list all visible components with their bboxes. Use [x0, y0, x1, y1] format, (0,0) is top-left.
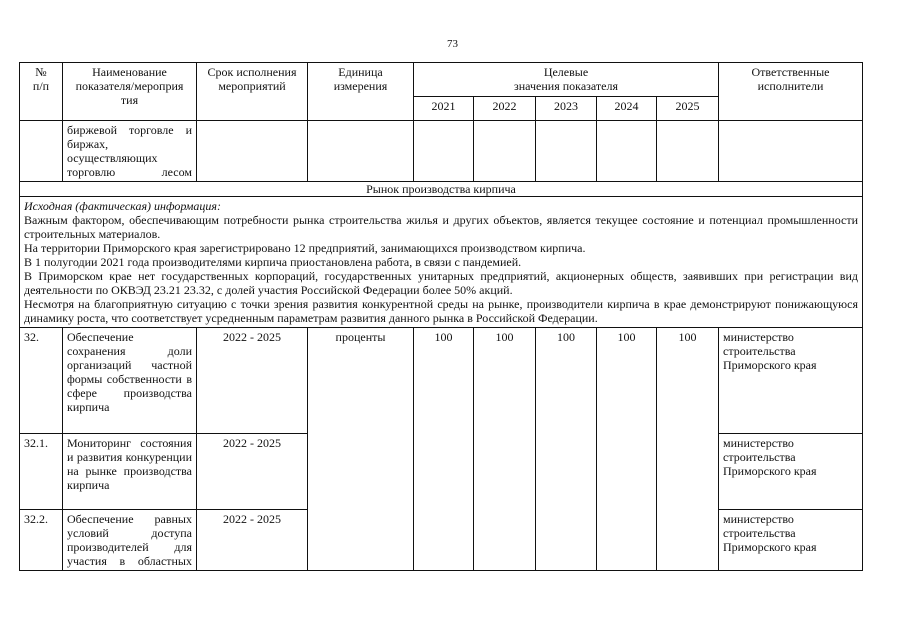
- row-num: 32.2.: [20, 510, 63, 571]
- row-name: Обеспечение равных условий доступа производителей для участия в областных: [63, 510, 197, 571]
- header-unit: Единица измерения: [308, 63, 414, 121]
- header-year: 2023: [536, 97, 597, 121]
- row-deadline: 2022 - 2025: [197, 510, 308, 571]
- continuation-text: биржевой торговле и биржах, осуществляющих торговлю лесом: [63, 121, 197, 182]
- header-year: 2024: [597, 97, 657, 121]
- row-value: 100: [414, 328, 474, 434]
- header-responsible: Ответственные исполнители: [719, 63, 863, 121]
- row-responsible: министерство строительства Приморского края: [719, 328, 863, 434]
- row-value: 100: [474, 328, 536, 434]
- info-paragraph: В Приморском крае нет государственных корпораций, государственных унитарных предприятий, акционерных обществ, заявивших при регистрации вид деятельности по ОКВЭД 23.21 23.32, с долей участия Российской Федерации более 50% акций.: [24, 269, 858, 297]
- info-paragraph: Несмотря на благоприятную ситуацию с точки зрения развития конкурентной среды на рынке, производители кирпича в крае демонстрируют понижающуюся динамику роста, что соответствует усредненным параметрам развития данного рынка в Российской Федерации.: [24, 297, 858, 325]
- table-row: [20, 434, 863, 510]
- header-targets: Целевые значения показателя: [414, 63, 719, 97]
- header-num: № п/п: [20, 63, 63, 121]
- page-number: 73: [447, 38, 458, 50]
- row-value: 100: [657, 328, 719, 434]
- info-paragraph: В 1 полугодии 2021 года производителями кирпича приостановлена работа, в связи с пандемией.: [24, 255, 522, 269]
- header-year: 2022: [474, 97, 536, 121]
- table-row: [20, 510, 863, 571]
- row-responsible: министерство строительства Приморского края: [719, 434, 863, 510]
- info-block: [20, 197, 863, 328]
- section-title: Рынок производства кирпича: [20, 182, 863, 197]
- indicators-table: [19, 62, 863, 571]
- row-value: 100: [597, 328, 657, 434]
- info-paragraph: Важным фактором, обеспечивающим потребности рынка строительства жилья и других объектов, является текущее состояние и потенциал промышленности строительных материалов.: [24, 213, 858, 241]
- row-deadline: 2022 - 2025: [197, 434, 308, 510]
- row-name: Обеспечение сохранения доли организаций частной формы собственности в сфере производства кирпича: [63, 328, 197, 434]
- header-year: 2021: [414, 97, 474, 121]
- info-paragraph: На территории Приморского края зарегистрировано 12 предприятий, занимающихся производством кирпича.: [24, 241, 586, 255]
- row-responsible: министерство строительства Приморского края: [719, 510, 863, 571]
- table-row: [20, 328, 863, 434]
- header-year: 2025: [657, 97, 719, 121]
- row-value: 100: [536, 328, 597, 434]
- header-name: Наименование показателя/мероприя тия: [63, 63, 197, 121]
- row-num: 32.1.: [20, 434, 63, 510]
- info-title: Исходная (фактическая) информация:: [24, 199, 221, 213]
- row-num: 32.: [20, 328, 63, 434]
- row-name: Мониторинг состояния и развития конкуренции на рынке производства кирпича: [63, 434, 197, 510]
- row-unit: проценты: [308, 328, 414, 434]
- row-deadline: 2022 - 2025: [197, 328, 308, 434]
- header-deadline: Срок исполнения мероприятий: [197, 63, 308, 121]
